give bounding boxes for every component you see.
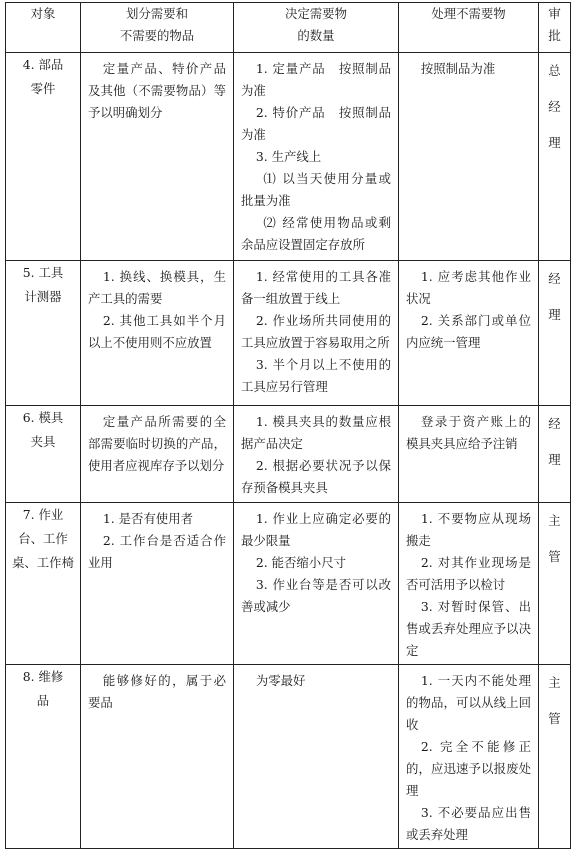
approver-char: 经 [548, 416, 561, 431]
classify-cell [81, 406, 234, 503]
header-classify-line: 不需要的物品 [119, 28, 195, 43]
handle-cell [399, 261, 539, 406]
approver-char: 经 [548, 99, 561, 114]
object-line: 夹具 [30, 434, 56, 449]
object-line: 计测器 [24, 289, 62, 304]
handle-cell [399, 503, 539, 665]
quantity-cell [234, 261, 399, 406]
quantity-item: 3. 作业台等是否可以改善或减少 [241, 577, 391, 614]
header-handle-label: 处理不需要物 [431, 6, 506, 21]
classify-cell [81, 503, 234, 665]
approver-char: 管 [548, 549, 561, 564]
approver-char: 管 [548, 711, 561, 726]
handle-item: 1. 应考虑其他作业状况 [406, 269, 531, 306]
approver-cell [539, 503, 571, 665]
handle-cell [399, 53, 539, 261]
handle-item: 3. 对暂时保管、出售或丢弃处理应予以决定 [406, 599, 531, 658]
classify-item: 2. 其他工具如半个月以上不使用则不应放置 [88, 313, 226, 350]
quantity-subitem: ⑴ 以当天使用分量或批量为准 [241, 171, 391, 208]
object-cell [6, 503, 81, 665]
quantity-item: 3. 生产线上 [255, 149, 322, 164]
approver-char: 理 [548, 307, 561, 322]
object-line: 4. 部品 [22, 57, 64, 72]
object-line: 7. 作业 [22, 507, 64, 522]
object-line: 品 [36, 693, 50, 708]
header-approve-char: 批 [548, 28, 561, 43]
classify-cell [81, 53, 234, 261]
header-classify [81, 3, 234, 53]
quantity-item: 2. 特价产品 按照制品为准 [241, 105, 391, 142]
approver-char: 经 [548, 271, 561, 286]
quantity-cell [234, 503, 399, 665]
classify-cell [81, 665, 234, 849]
object-line: 桌、工作椅 [12, 555, 74, 570]
object-cell [6, 53, 81, 261]
quantity-item: 2. 根据必要状况予以保存预备模具夹具 [241, 458, 391, 495]
object-line: 5. 工具 [22, 265, 64, 280]
table-row [6, 261, 571, 406]
header-approve [539, 3, 571, 53]
handle-item: 1. 一天内不能处理的物品，可以从线上回收 [406, 673, 531, 732]
classify-item: 1. 是否有使用者 [102, 511, 193, 526]
quantity-cell [234, 53, 399, 261]
handle-cell [399, 665, 539, 849]
quantity-item: 1. 作业上应确定必要的最少限量 [241, 511, 391, 548]
classify-item: 1. 换线、换模具，生产工具的需要 [88, 269, 226, 306]
header-quantity-line: 的数量 [297, 28, 335, 43]
object-cell [6, 406, 81, 503]
header-classify-line: 划分需要和 [126, 6, 188, 21]
quantity-item: 1. 模具夹具的数量应根据产品决定 [241, 414, 391, 451]
approver-cell [539, 665, 571, 849]
approver-cell [539, 406, 571, 503]
object-cell [6, 665, 81, 849]
classify-text: 定量产品、特价产品及其他（不需要物品）等予以明确划分 [88, 61, 226, 120]
handle-item: 2. 完全不能修正的，应迅速予以报废处理 [406, 739, 531, 798]
object-line: 8. 维修 [22, 669, 64, 684]
quantity-cell [234, 406, 399, 503]
approver-char: 主 [548, 675, 561, 690]
table-row [6, 406, 571, 503]
table-row [6, 665, 571, 849]
handle-item: 2. 对其作业现场是否可活用予以检讨 [406, 555, 531, 592]
classify-cell [81, 261, 234, 406]
table-row [6, 53, 571, 261]
classify-item: 2. 工作台是否适合作业用 [88, 533, 226, 570]
object-line: 6. 模具 [22, 410, 64, 425]
header-object [6, 3, 81, 53]
handle-cell [399, 406, 539, 503]
header-quantity-line: 决定需要物 [285, 6, 347, 21]
handle-text: 登录于资产账上的模具夹具应给予注销 [406, 414, 531, 451]
quantity-item: 1. 经常使用的工具各准备一组放置于线上 [241, 269, 391, 306]
approver-char: 理 [548, 452, 561, 467]
header-approve-char: 审 [548, 6, 561, 21]
approver-cell [539, 53, 571, 261]
quantity-subitem: ⑵ 经常使用物品或剩余品应设置固定存放所 [241, 215, 391, 252]
classification-table [5, 2, 571, 849]
object-cell [6, 261, 81, 406]
object-line: 零件 [30, 81, 56, 96]
approver-cell [539, 261, 571, 406]
quantity-cell [234, 665, 399, 849]
header-handle [399, 3, 539, 53]
quantity-text: 为零最好 [255, 673, 306, 688]
quantity-item: 2. 能否缩小尺寸 [255, 555, 346, 570]
handle-item: 3. 不必要品应出售或丢弃处理 [406, 805, 531, 842]
quantity-item: 1. 定量产品 按照制品为准 [241, 61, 391, 98]
quantity-item: 3. 半个月以上不使用的工具应另行管理 [241, 357, 391, 394]
object-line: 台、工作 [18, 531, 68, 546]
handle-item: 2. 关系部门或单位内应统一管理 [406, 313, 531, 350]
handle-item: 1. 不要物应从现场搬走 [406, 511, 531, 548]
header-object-label: 对象 [30, 6, 56, 21]
quantity-item: 2. 作业场所共同使用的工具应放置于容易取用之所 [241, 313, 391, 350]
approver-char: 总 [548, 63, 561, 78]
table-row [6, 503, 571, 665]
header-row [6, 3, 571, 53]
header-quantity [234, 3, 399, 53]
approver-char: 主 [548, 513, 561, 528]
approver-char: 理 [548, 135, 561, 150]
handle-text: 按照制品为准 [420, 61, 496, 76]
classify-text: 定量产品所需要的全部需要临时切换的产品，使用者应视库存予以划分 [88, 414, 226, 473]
classify-text: 能够修好的，属于必要品 [88, 673, 226, 710]
